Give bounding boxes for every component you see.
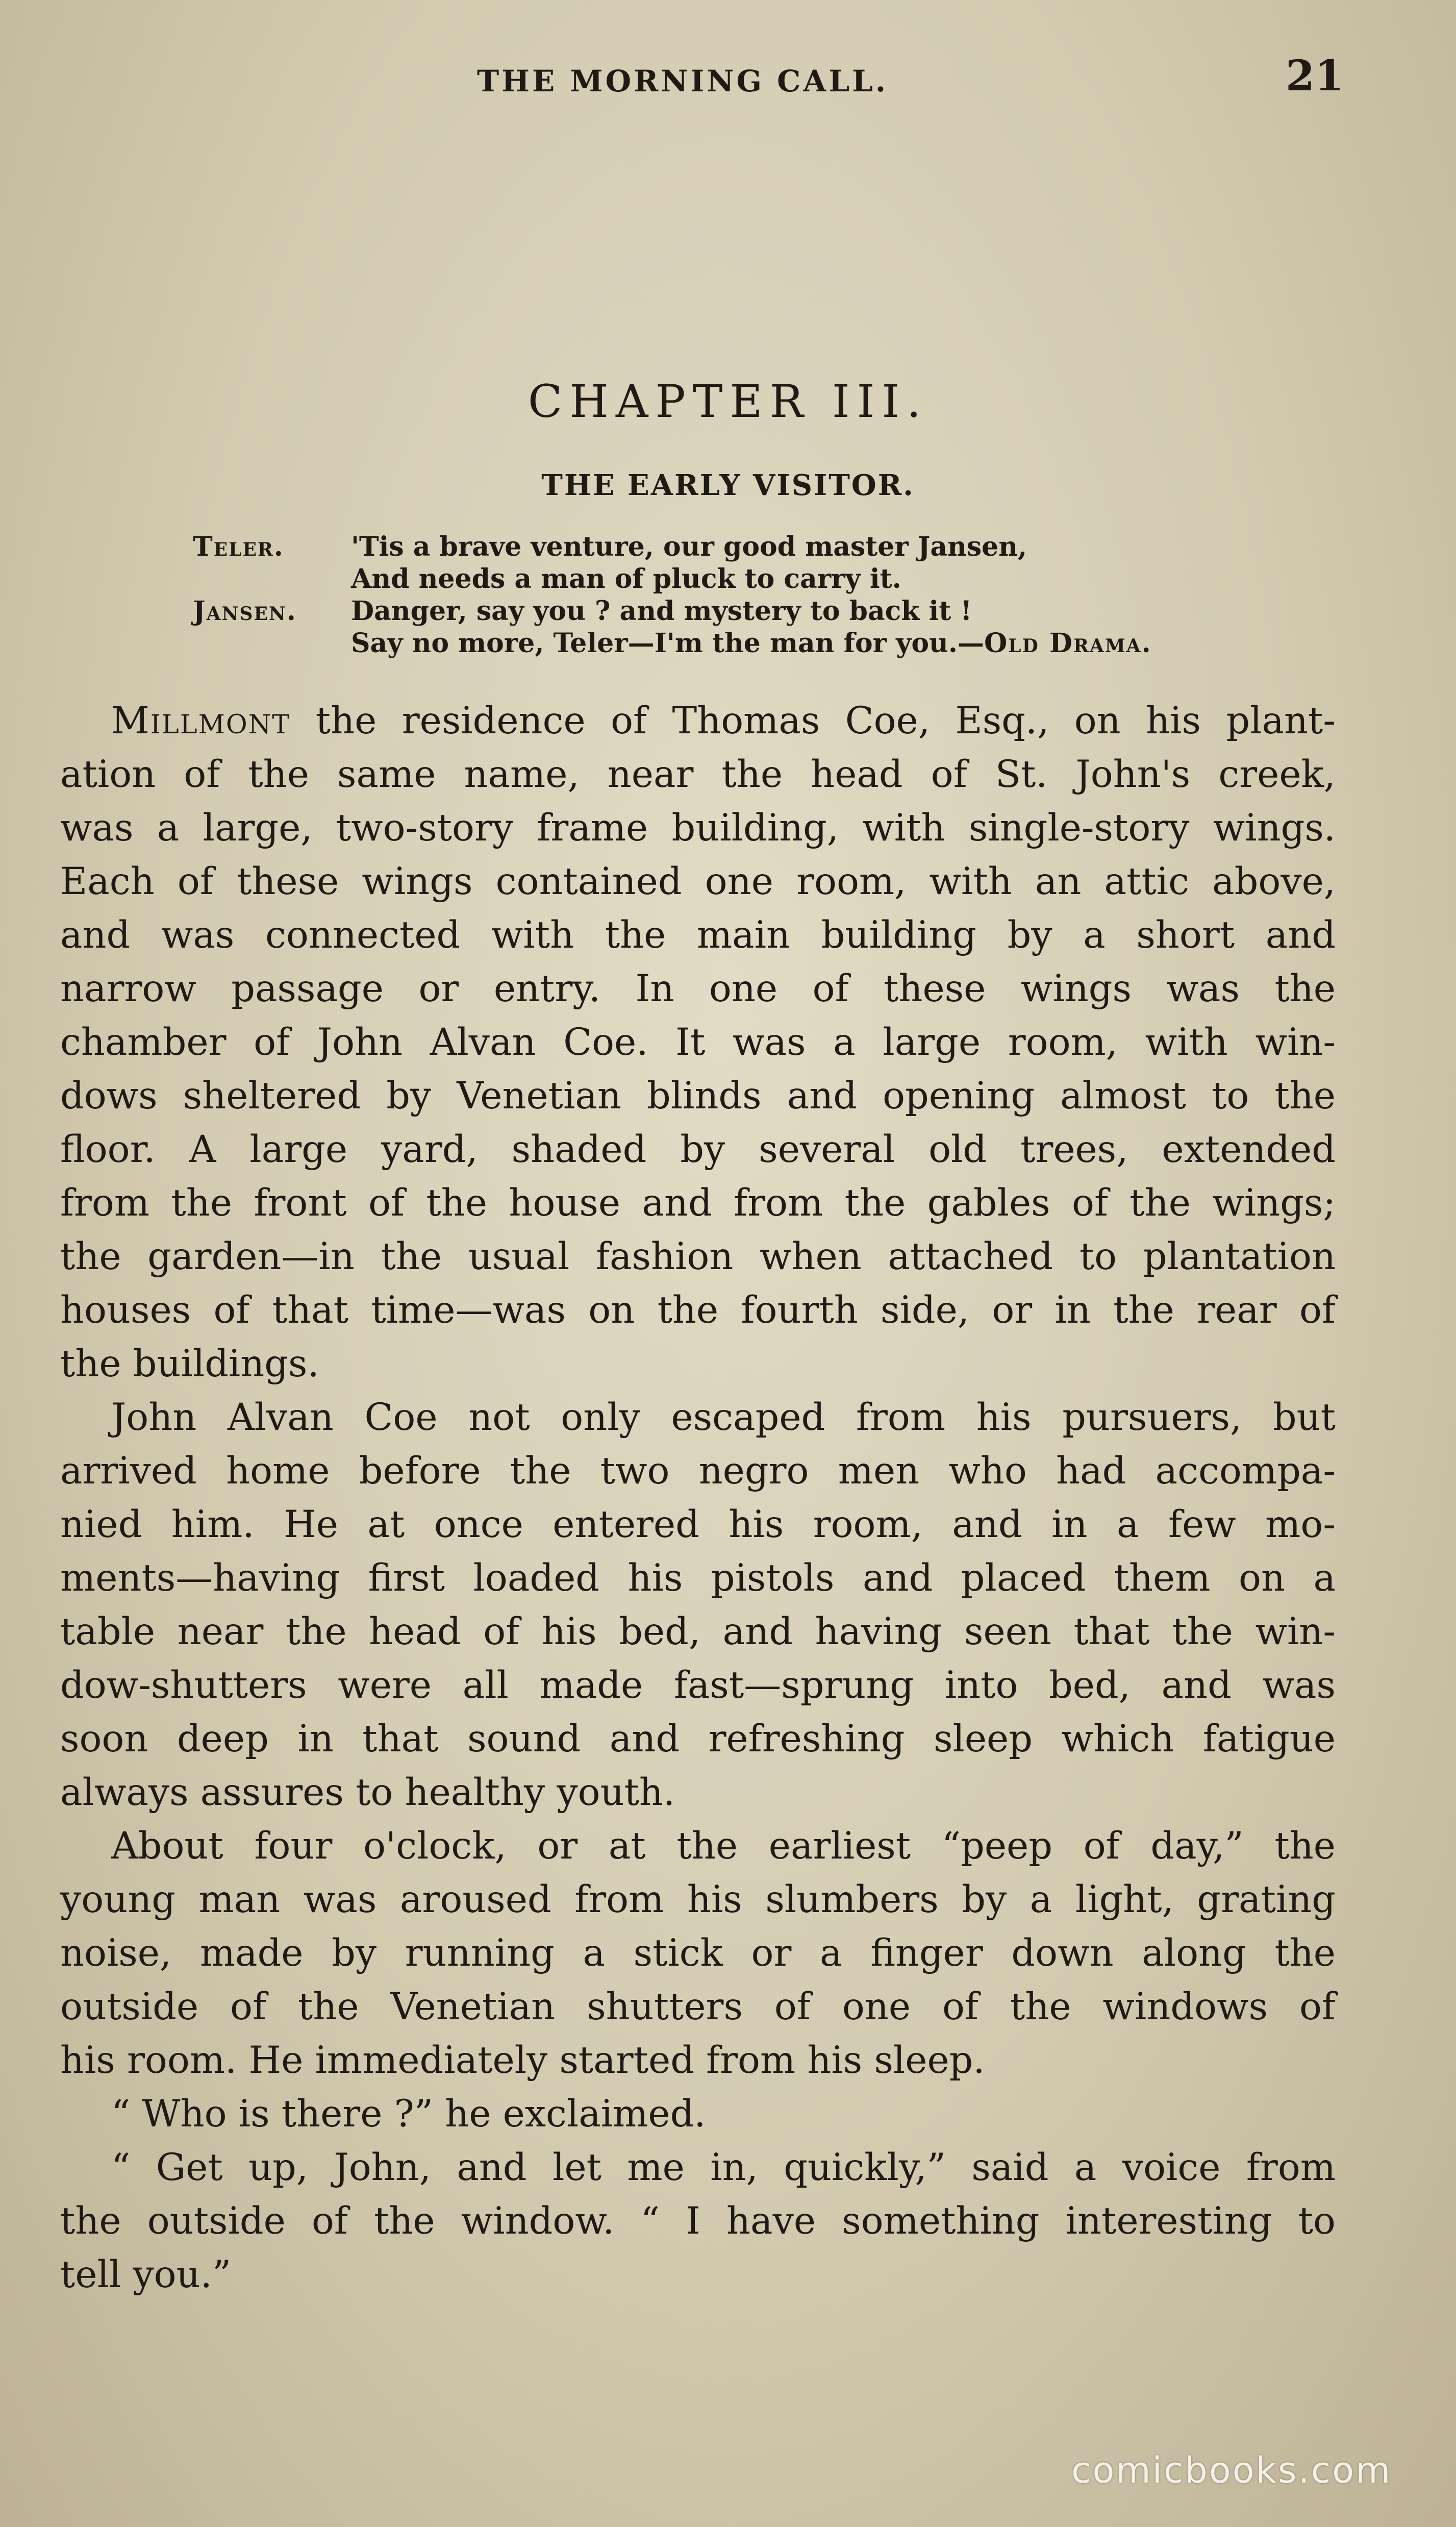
- text-line: always assures to healthy youth.: [60, 1771, 675, 1814]
- text-line: ation of the same name, near the head of St. John's creek,: [60, 753, 1336, 796]
- text-line: floor. A large yard, shaded by several old trees, extended: [60, 1128, 1336, 1171]
- chapter-subtitle: THE EARLY VISITOR.: [541, 468, 915, 502]
- text-line: the outside of the window. “ I have something interesting to: [60, 2199, 1336, 2243]
- epigraph-source: Old Drama.: [984, 628, 1152, 659]
- text-line: chamber of John Alvan Coe. It was a large room, with win-: [60, 1021, 1336, 1064]
- page-number: 21: [1286, 52, 1344, 101]
- text-line: his room. He immediately started from his sleep.: [60, 2039, 985, 2082]
- epigraph-line: [193, 627, 1366, 659]
- epigraph-speaker: Jansen.: [193, 596, 297, 627]
- chapter-title: CHAPTER III.: [528, 375, 928, 428]
- text-line: arrived home before the two negro men who had accompa-: [60, 1449, 1336, 1493]
- text-line: and was connected with the main building by a short and: [60, 913, 1336, 957]
- epigraph-text-with-source: [351, 627, 1152, 659]
- text-line: dows sheltered by Venetian blinds and opening almost to the: [60, 1074, 1336, 1118]
- text-line: About four o'clock, or at the earliest “peep of day,” the: [111, 1824, 1336, 1868]
- text-line: Each of these wings contained one room, with an attic above,: [60, 860, 1336, 903]
- text-line: the garden—in the usual fashion when attached to plantation: [60, 1235, 1336, 1278]
- epigraph-text: Danger, say you ? and mystery to back it !: [351, 596, 972, 627]
- watermark: comicbooks.com: [1071, 2449, 1392, 2491]
- text-line: was a large, two-story frame building, with single-story wings.: [60, 806, 1336, 850]
- lead-word: Millmont: [111, 699, 291, 742]
- text-line: tell you.”: [60, 2253, 232, 2296]
- epigraph-text: 'Tis a brave venture, our good master Jansen,: [351, 531, 1027, 562]
- epigraph-line: [193, 531, 1366, 563]
- text-line: the buildings.: [60, 1342, 319, 1385]
- text-line-content: the residence of Thomas Coe, Esq., on his plant-: [290, 699, 1336, 742]
- text-line: ments—having first loaded his pistols and placed them on a: [60, 1556, 1336, 1600]
- text-line: nied him. He at once entered his room, and in a few mo-: [60, 1503, 1336, 1546]
- epigraph-speaker: Teler.: [193, 531, 284, 562]
- body-text: [60, 694, 1336, 2301]
- text-line: outside of the Venetian shutters of one of the windows of: [60, 1985, 1336, 2028]
- text-line: from the front of the house and from the gables of the wings;: [60, 1181, 1336, 1225]
- epigraph-text: Say no more, Teler—I'm the man for you.—: [351, 628, 984, 659]
- epigraph-line: [193, 595, 1366, 627]
- text-line: “ Who is there ?” he exclaimed.: [111, 2092, 706, 2136]
- text-line: narrow passage or entry. In one of these wings was the: [60, 967, 1336, 1010]
- running-title: THE MORNING CALL.: [477, 64, 889, 98]
- text-line: noise, made by running a stick or a finger down along the: [60, 1931, 1336, 1975]
- epigraph-line: [193, 563, 1366, 595]
- text-line: young man was aroused from his slumbers by a light, grating: [60, 1878, 1336, 1921]
- text-line: [60, 694, 1336, 748]
- running-head: [0, 48, 1456, 110]
- text-line: soon deep in that sound and refreshing sleep which fatigue: [60, 1717, 1336, 1761]
- text-line: dow-shutters were all made fast—sprung into bed, and was: [60, 1664, 1336, 1707]
- text-line: table near the head of his bed, and having seen that the win-: [60, 1610, 1336, 1653]
- text-line: “ Get up, John, and let me in, quickly,” said a voice from: [111, 2146, 1336, 2189]
- text-line: John Alvan Coe not only escaped from his pursuers, but: [111, 1396, 1336, 1439]
- epigraph: [193, 531, 1366, 659]
- text-line: houses of that time—was on the fourth side, or in the rear of: [60, 1289, 1336, 1332]
- epigraph-text: And needs a man of pluck to carry it.: [351, 563, 901, 594]
